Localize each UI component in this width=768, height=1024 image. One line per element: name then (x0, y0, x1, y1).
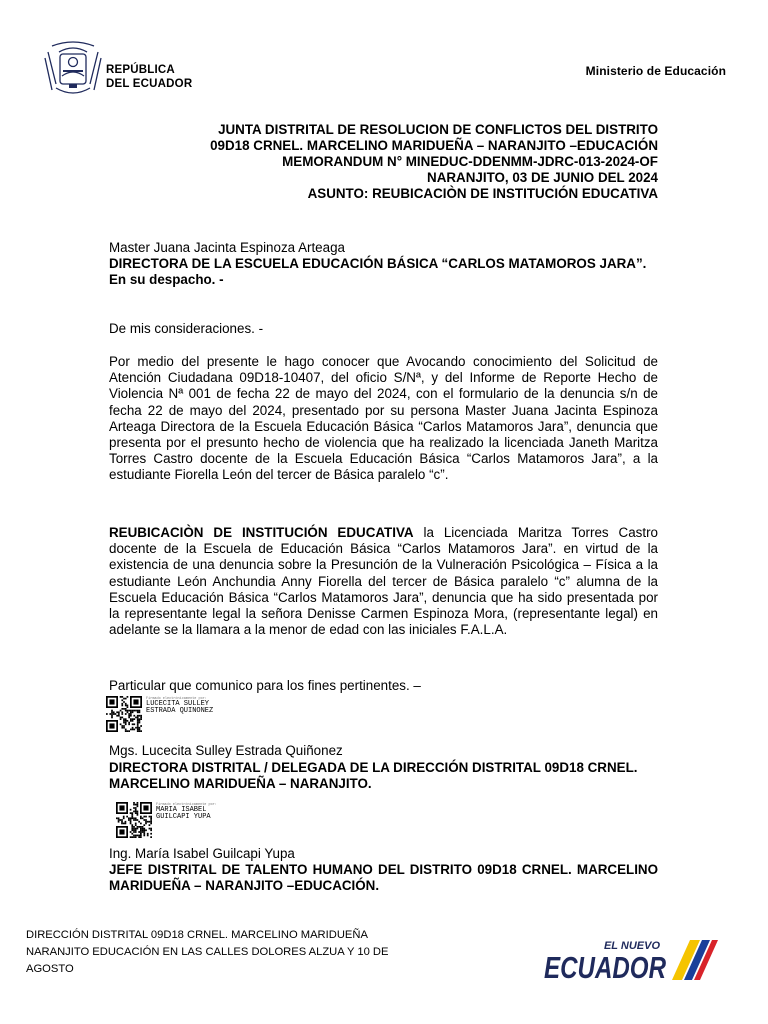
signer-1-name: Mgs. Lucecita Sulley Estrada Quiñonez (109, 743, 343, 758)
recipient-name: Master Juana Jacinta Espinoza Arteaga (109, 240, 345, 255)
title-line-5: ASUNTO: REUBICACIÒN DE INSTITUCIÓN EDUCATIVA (307, 186, 658, 201)
qr-code-icon (116, 802, 152, 838)
paragraph-2-heading: REUBICACIÒN DE INSTITUCIÓN EDUCATIVA (109, 525, 414, 540)
signature-1-stamp-name: LUCECITA SULLEY ESTRADA QUINONEZ (146, 700, 214, 715)
title-line-3: MEMORANDUM N° MINEDUC-DDENMM-JDRC-013-2024-OF (282, 154, 658, 169)
recipient-role: DIRECTORA DE LA ESCUELA EDUCACIÓN BÁSICA “CARLOS MATAMOROS JARA”. (109, 256, 647, 272)
ecuador-coat-of-arms-icon (42, 40, 104, 98)
recipient-despacho: En su despacho. - (109, 272, 224, 288)
signature-1-caption: Firmado electrónicamente por: (146, 697, 207, 701)
republic-line-2: DEL ECUADOR (106, 78, 193, 90)
signer-2-name: Ing. María Isabel Guilcapi Yupa (109, 846, 295, 861)
closing-line: Particular que comunico para los fines pertinentes. – (109, 678, 421, 693)
logo-top-text: EL NUEVO (603, 940, 660, 952)
signature-2-caption: Firmado electrónicamente por: (156, 803, 217, 807)
flag-stripes-icon (672, 940, 718, 980)
electronic-signature-2 (116, 802, 217, 838)
logo-main-text: ECUADOR (544, 950, 667, 985)
republic-line-1: REPÚBLICA (106, 64, 175, 76)
title-line-1: JUNTA DISTRITAL DE RESOLUCION DE CONFLICTOS DEL DISTRITO (218, 122, 658, 137)
salutation: De mis consideraciones. - (109, 321, 264, 336)
recipient-block (109, 240, 658, 289)
signature-2-stamp-name: MARIA ISABEL GUILCAPI YUPA (156, 806, 211, 821)
paragraph-2-text: la Licenciada Maritza Torres Castro docente de la Escuela de Educación Básica “Carlos Matamoros Jara”. en virtud de la existencia de una denuncia sobre la Presunción de la Vulneración Psicológica – Física a la estudiante León Anchundia Anny Fiorella del tercer de Básica paralelo “c” alumna de la Escuela Educación Básica “Carlos Matamoros Jara”, denuncia que ha sido presentada por la representante legal la señora Denisse Carmen Espinoza Mora, (representante legal) en adelante se la llamara a la menor de edad con las iniciales F.A.L.A. (109, 525, 658, 638)
signer-2-role: JEFE DISTRITAL DE TALENTO HUMANO DEL DISTRITO 09D18 CRNEL. MARCELINO MARIDUEÑA – NARANJITO –EDUCACIÓN. (109, 862, 658, 894)
electronic-signature-1 (106, 696, 213, 732)
paragraph-2 (109, 525, 658, 638)
title-line-2: 09D18 CRNEL. MARCELINO MARIDUEÑA – NARANJITO –EDUCACIÓN (210, 138, 658, 153)
footer-address: DIRECCIÓN DISTRITAL 09D18 CRNEL. MARCELINO MARIDUEÑA NARANJITO EDUCACIÓN EN LAS CALLES DOLORES ALZUA Y 10 DE AGOSTO (26, 929, 389, 975)
republic-label (106, 63, 192, 91)
signer-1-role: DIRECTORA DISTRITAL / DELEGADA DE LA DIRECCIÓN DISTRITAL 09D18 CRNEL. MARCELINO MARIDUEÑA – NARANJITO. (109, 760, 638, 792)
paragraph-1: Por medio del presente le hago conocer que Avocando conocimiento del Solicitud de Atención Ciudadana 09D18-10407, del oficio S/Nª, y del Informe de Reporte Hecho de Violencia Nª 001 de fecha 22 de mayo del 2024, con el formulario de la denuncia s/n de fecha 22 de mayo del 2024, presentado por su persona Master Juana Jacinta Espinoza Arteaga Directora de la Escuela Educación Básica “Carlos Matamoros Jara”, denuncia que presenta por el presunto hecho de violencia que ha realizado la licenciada Janeth Maritza Torres Castro docente de la Escuela Educación Básica “Carlos Matamoros Jara”, a la estudiante Fiorella León del tercer de Básica paralelo “c”. (109, 354, 658, 483)
qr-code-icon (106, 696, 142, 732)
ministry-label: Ministerio de Educación (585, 64, 726, 78)
el-nuevo-ecuador-logo (542, 936, 722, 986)
memo-title-block (120, 122, 658, 202)
title-line-4: NARANJITO, 03 DE JUNIO DEL 2024 (427, 170, 658, 185)
